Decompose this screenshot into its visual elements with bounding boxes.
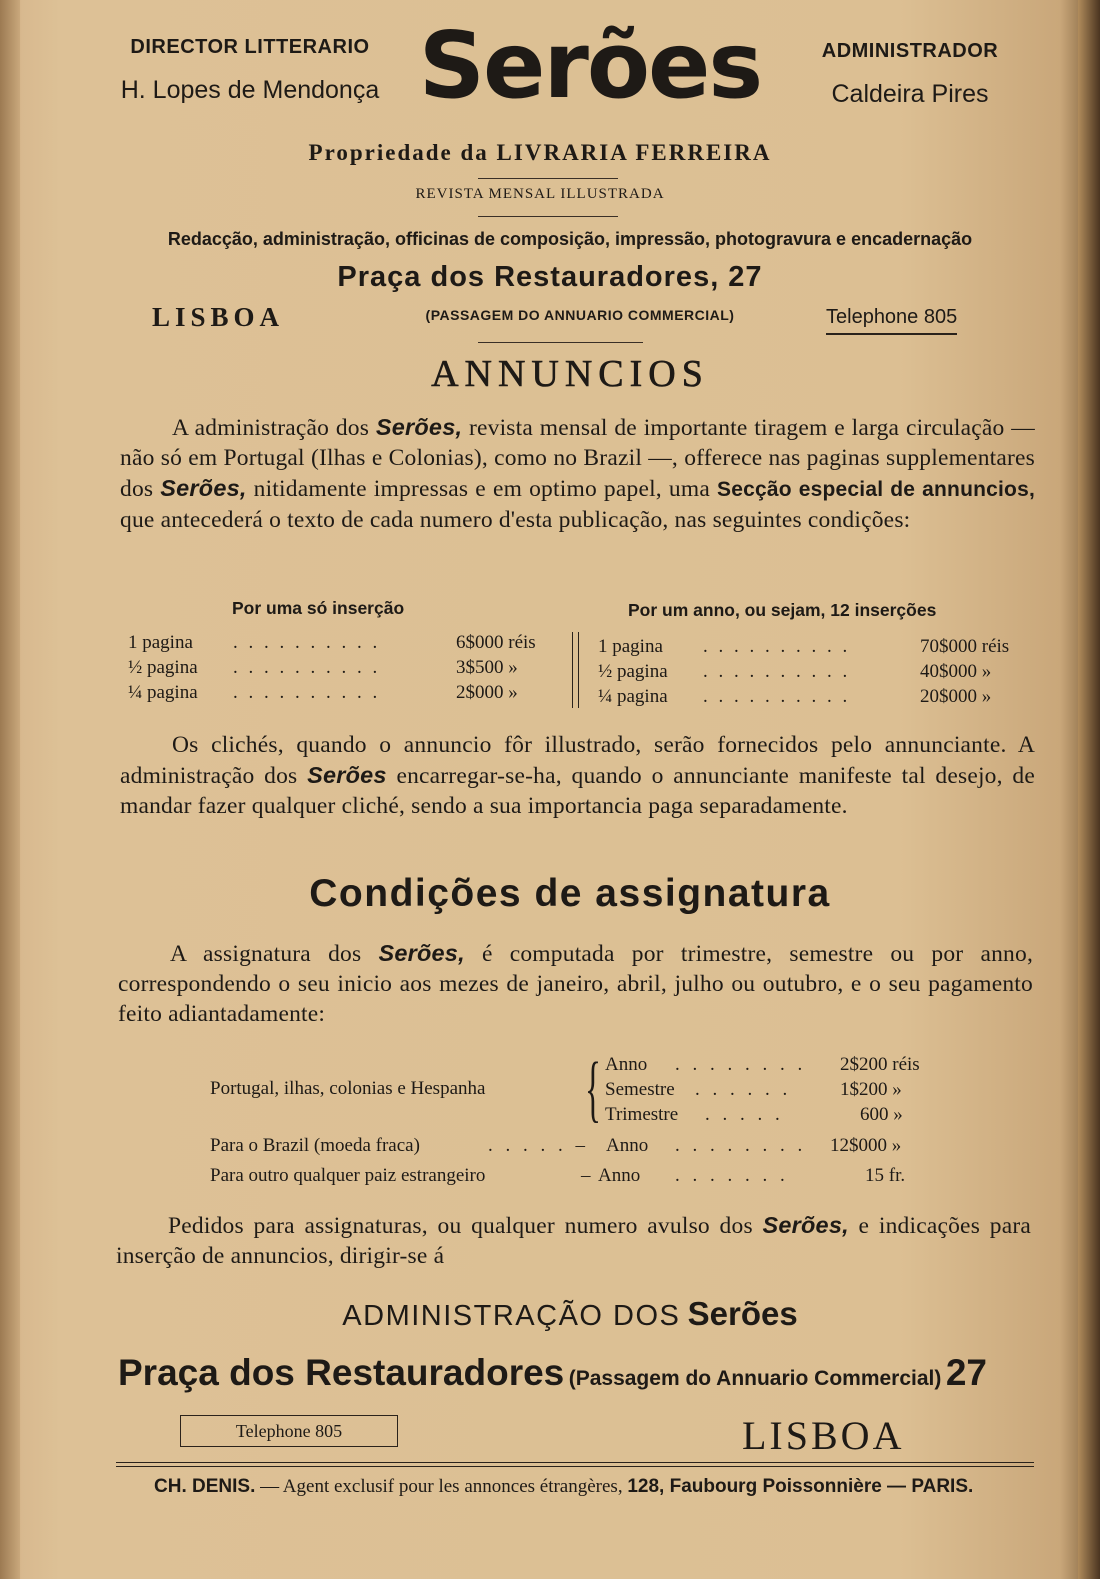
row-price: 2$000 » [456,682,518,703]
divider [478,178,618,179]
divider [478,342,643,343]
row-period: Anno [605,1054,648,1075]
agent-note [116,1474,1034,1500]
brand-name: Serões [307,762,387,788]
row-price: 12$000 » [830,1135,902,1156]
sub-p2-text-a: Pedidos para assignaturas, ou qualquer numero avulso dos [168,1213,753,1239]
footer-city: LISBOA [742,1413,905,1458]
director-title: DIRECTOR LITTERARIO [130,36,370,58]
row-price: 20$000 » [920,686,992,707]
row-label: 1 pagina [128,632,193,653]
brand-name: Serões, [378,940,465,966]
row-period: Semestre [605,1079,675,1100]
admin-line-text: ADMINISTRAÇÃO DOS [342,1300,681,1332]
subscription-heading: Condições de assignatura [309,872,831,915]
telephone-number: Telephone 805 [826,306,957,335]
ads-paragraph-1 [120,412,1035,535]
price-row: ¼ pagina . . . . . . . . . . 2$000 » [128,682,518,703]
footer-address-passage: (Passagem do Annuario Commercial) [568,1367,942,1390]
brand-name: Serões [687,1295,798,1332]
row-price: 1$200 » [840,1079,902,1100]
col2-heading: Por um anno, ou sejam, 12 inserções [628,600,937,620]
row-price: 3$500 » [456,657,518,678]
footer-address-main: Praça dos Restauradores [118,1352,565,1393]
footer-address [118,1352,1038,1394]
director-name: H. Lopes de Mendonça [120,76,380,104]
sub-p2-text-b: e indicações para inserção de annuncios, dirigir-se á [116,1213,1031,1269]
price-row: 1 pagina . . . . . . . . . . 6$000 réis [128,632,536,653]
services-line: Redacção, administração, officinas de composição, impressão, photogravura e encadernação [167,229,973,249]
subscription-paragraph-2 [116,1210,1031,1271]
subtitle: REVISTA MENSAL ILLUSTRADA [415,186,665,202]
sub-p1-text-a: A assignatura dos [170,941,362,967]
ads-p2-text-a: Os clichés, quando o annuncio fôr illustrado, serão fornecidos pelo annunciante. A administração dos [120,732,1035,789]
row-price: 600 » [860,1104,903,1125]
brand-name: Serões, [160,475,247,501]
footer-rule [116,1462,1034,1463]
portugal-label: Portugal, ilhas, colonias e Hespanha [210,1078,486,1099]
ads-p1-bold: Secção especial de annuncios, [717,478,1035,501]
row-price: 15 fr. [865,1165,906,1186]
row-period: Anno [606,1135,649,1156]
brace: { [585,1048,601,1130]
footer-address-number: 27 [945,1352,987,1393]
property-line: Propriedade da LIVRARIA FERREIRA [308,140,772,165]
footer-rule [116,1466,1034,1467]
ads-p1-text-a: A administração dos [172,415,370,441]
brand-name: Serões, [375,414,463,440]
sub-p1-text-b: é computada por trimestre, semestre ou por anno, correspondendo o seu inicio aos mezes de janeiro, abril, julho ou outubro, e o seu pagamento feito adiantadamente: [118,941,1034,1027]
row-price: 6$000 réis [456,632,536,653]
ads-p1-text-b: revista mensal de importante tiragem e larga circulação — não só em Portugal (Ilhas e Colonias), como no Brazil —, offerece nas paginas supplementares dos [120,415,1035,502]
city-name: LISBOA [152,302,285,332]
page-right-edge [1078,0,1100,1579]
footer-telephone-box: Telephone 805 [180,1415,398,1447]
agent-address: 128, Faubourg Poissonnière — PARIS. [627,1476,974,1497]
price-row: ½ pagina . . . . . . . . . . 40$000 » [598,661,992,682]
row-label: 1 pagina [598,636,663,657]
magazine-page: DIRECTOR LITTERARIO H. Lopes de Mendonça Serões ADMINISTRADOR Caldeira Pires Propriedade da LIVRARIA FERREIRA REVISTA MENSAL ILLUSTRADA Redacção, administração, officinas de composição, impressão, photogravura e encadernação Praça dos Restauradores, 27 LISBOA (PASSAGEM DO ANNUARIO COMMERCIAL) Telephone 805 ANNUNCIOS A administração dos Serões, revista mensal de importante tiragem e larga circulação — não só em Portugal (Ilhas e Colonias), como no Brazil —, offerece nas paginas supplementares dos Serões, nitidamente impressas e em optimo papel, uma Secção especial de annuncios, que antecederá o texto de cada numero d'esta publicação, nas seguintes condições: Por uma só inserção Por um anno, ou sejam, 12 inserções 1 pagina . . . . . . . . . . 6$000 réis ½ pagina . . . . . . . . . . 3$500 » ¼ pagina . . . . . . . . . . 2$000 » 1 pagina . . . . . . . . . . 70$000 réis ½ pagina . . . . . . . . . . 40$000 » ¼ pagina . . . . . . . . . . 20$000 » Os clichés, quando o annuncio fôr illustrado, serão fornecidos pelo annunciante. A administração dos Serões encarregar-se-ha, quando o annunciante manifeste tal desejo, de mandar fazer qualquer cliché, sendo a sua importancia paga separadamente. Condições de assignatura A assignatura dos Serões, é computada por trimestre, semestre ou por anno, correspondendo o seu inicio aos mezes de janeiro, abril, julho ou outubro, e o seu pagamento feito adiantadamente: Portugal, ilhas, colonias e Hespanha { Anno . . . . . . . . 2$200 réis Semestre . . . . . . 1$200 » Trimestre . . . . . 600 » Para o Brazil (moeda fraca) . . . . . – Anno . . . . . . . . 12$000 » Para outro qualquer paiz estrangeiro – Anno . . . . . . . 15 fr. Pedidos para assignaturas, ou qualquer numero avulso dos Serões, e indicações para inserção de annuncios, dirigir-se á ADMINISTRAÇÃO DOS Serões Praça dos Restauradores (Passagem do Annuario Commercial) 27 Telephone 805 LISBOA CH. DENIS. — Agent exclusif pour les annonces étrangères, 128, Faubourg Poissonnière — PARIS. [0,0,1100,1579]
brand-name: Serões, [762,1212,849,1238]
row-period: Anno [598,1165,641,1186]
price-row: ½ pagina . . . . . . . . . . 3$500 » [128,657,518,678]
page-left-edge [0,0,20,1579]
row-price: 70$000 réis [920,636,1010,657]
administrator-title: ADMINISTRADOR [821,40,999,62]
row-label: ¼ pagina [128,682,198,703]
administrator-name: Caldeira Pires [831,80,989,108]
subscription-paragraph-1 [118,938,1033,1029]
divider [478,216,618,217]
row-price: 40$000 » [920,661,992,682]
admin-line [150,1295,990,1333]
row-label: ¼ pagina [598,686,668,707]
agent-text: — Agent exclusif pour les annonces étrangères, [260,1476,623,1497]
ads-paragraph-2 [120,730,1035,821]
col1-heading: Por uma só inserção [232,598,405,618]
ads-p2-text-b: encarregar-se-ha, quando o annunciante manifeste tal desejo, de mandar fazer qualquer cliché, sendo a sua importancia paga separadamente. [120,763,1036,819]
price-row: 1 pagina . . . . . . . . . . 70$000 réis [598,636,1010,657]
passage-note: (PASSAGEM DO ANNUARIO COMMERCIAL) [425,307,735,323]
column-divider [572,632,579,708]
masthead-title: Serões [418,12,762,119]
row-label: ½ pagina [598,661,668,682]
address-line: Praça dos Restauradores, 27 [337,261,763,293]
ads-heading: ANNUNCIOS [431,353,709,395]
agent-name: CH. DENIS. [154,1476,256,1497]
ads-p1-text-d: que antecederá o texto de cada numero d'esta publicação, nas seguintes condições: [120,507,911,533]
row-price: 2$200 réis [840,1054,920,1075]
price-table-single [128,630,558,705]
row-period: Trimestre [605,1104,679,1125]
price-table-yearly [598,634,1038,709]
ads-p1-text-c: nitidamente impressas e em optimo papel, uma [253,476,710,502]
price-row: ¼ pagina . . . . . . . . . . 20$000 » [598,686,992,707]
row-label: ½ pagina [128,657,198,678]
row-label: Para outro qualquer paiz estrangeiro [210,1165,486,1186]
row-label: Para o Brazil (moeda fraca) [210,1135,420,1156]
